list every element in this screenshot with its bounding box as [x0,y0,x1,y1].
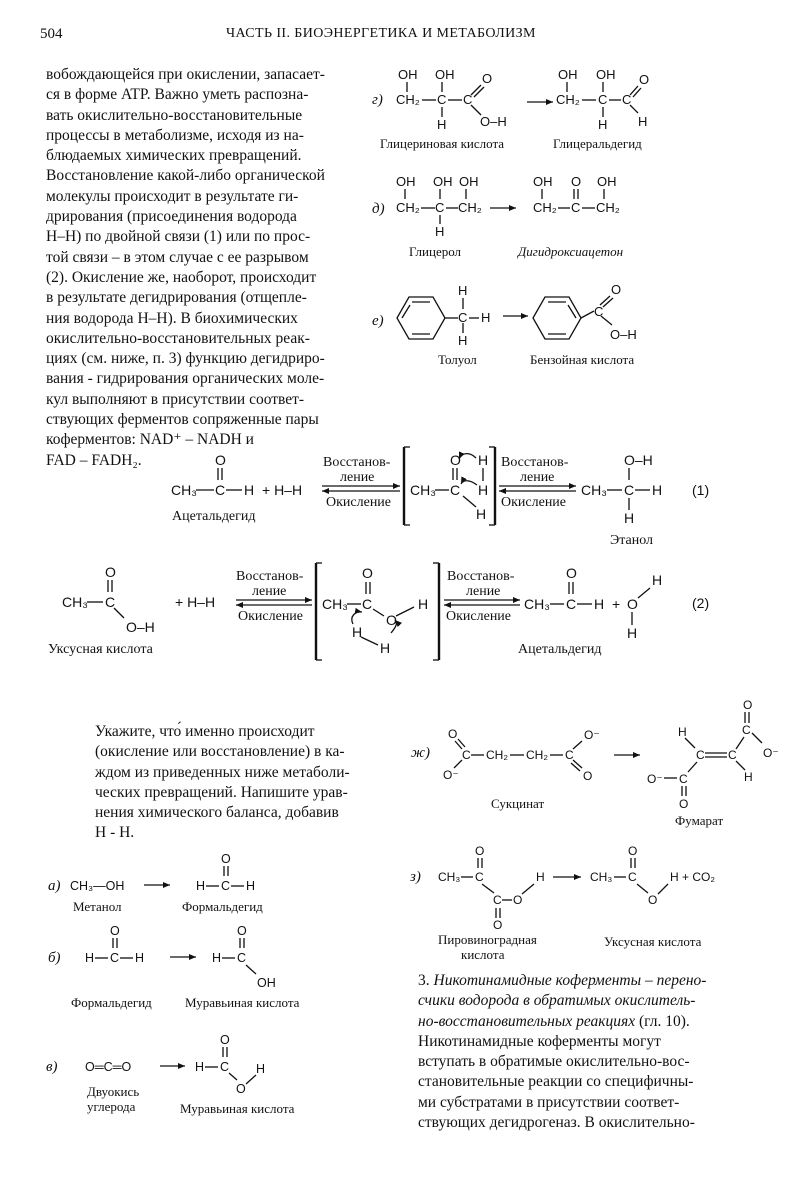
atom: CH₃ [524,596,550,612]
text-line: дрирования (присоединения водорода [46,208,297,226]
compound-name: Муравьиная кислота [185,995,300,1010]
atom: C [598,92,608,107]
atom: O [493,918,503,932]
compound-name: Муравьиная кислота [180,1101,295,1116]
atom: O [386,612,397,628]
atom: C [105,594,116,610]
arrow-label-oxidation: Окисление [501,495,567,510]
atom: O [110,924,120,938]
atom: H [678,725,687,739]
atom: CH₃ [62,594,88,610]
atom: O [362,565,373,581]
compound-name: углерода [87,1099,136,1114]
atom: O [482,71,493,86]
benzene-ring [533,297,581,339]
reaction-a [48,852,263,914]
section-number: 3. [418,972,430,989]
atom: O═C═O [85,1060,132,1074]
text-line: блюдаемых химических превращений. [46,147,302,165]
atom: H [627,625,638,641]
text-line: вступать в обратимые окислительно-вос- [418,1053,690,1071]
atom: H [135,951,145,965]
atom: H [380,640,391,656]
compound-name: Пировиноградная [438,932,537,947]
atom: C [110,951,120,965]
text-line: (2). Окисление же, наоборот, происходит [46,268,317,286]
reaction-label-d: д) [372,201,385,217]
text-line: ствующих ферментов сопряженные пары [46,411,319,429]
electron-arrow [461,481,477,485]
text-line: ния водорода Н–Н). В биохимических [46,309,298,327]
atom: H [437,117,447,132]
reaction-label-z: з) [410,869,421,885]
atom: C [624,482,635,498]
atom: C [566,596,577,612]
atom: C [622,92,632,107]
compound-name: Сукцинат [491,796,545,811]
text-line: окислительно-восстановительных реак- [46,329,310,347]
atom: C [594,304,604,319]
arrow-label-reduction: Восстанов- [236,569,304,584]
equation-number: (1) [692,482,710,498]
atom: O⁻ [584,728,600,742]
arrow-label-reduction: ление [466,584,501,599]
chapter-reference: (гл. 10). [635,1012,690,1030]
atom: O [743,698,753,712]
atom: O⁻ [763,746,779,760]
arrow-label-reduction: ление [252,584,287,599]
text-line: FAD – FADH₂. [46,451,142,469]
atom: CH₃ [581,482,607,498]
text-line: коферментов: NAD⁺ – NADH и [46,431,254,449]
benzene-ring [397,297,445,339]
atom: H [476,506,487,522]
compound-name: Формальдегид [71,995,152,1010]
atom: O [627,596,638,612]
atom: C [463,92,473,107]
text-line: Восстановление какой-либо органической [46,167,325,185]
atom: O [105,564,116,580]
compound-name: Уксусная кислота [48,642,153,657]
reaction-z [409,844,715,962]
text-line: циях (см. ниже, п. 3) функцию дегидриро- [46,350,325,368]
atom: OH [433,174,453,189]
atom: O [236,1082,246,1096]
reaction-2 [48,563,709,660]
atom: CH₃ [590,870,613,884]
text-line: Н–Н) по двойной связи (1) или по прос- [46,228,311,246]
atom: H [744,770,753,784]
text-line: той связи – в этом случае с ее разрывом [46,248,309,266]
reaction-d [372,174,623,259]
atom: C [728,748,737,762]
text-line: ческих превращений. Напишите урав- [95,783,348,801]
atom: OH [257,976,276,990]
atom: CH₃ [410,482,436,498]
atom: C [462,748,471,762]
atom: C [571,200,581,215]
atom: OH [597,174,617,189]
text-line: ждом из приведенных ниже метаболи- [95,763,350,781]
atom: H [638,114,648,129]
atom: O [571,174,582,189]
atom: H [85,951,95,965]
atom: + H–H [175,594,216,610]
text-line: ми субстратами в присутствии соответ- [418,1093,680,1111]
atom: CH₂ [396,200,420,215]
reaction-e [372,282,637,367]
text-line: вать окислительно-восстановительные [46,106,303,124]
atom: O [679,797,689,811]
arrow-label-oxidation: Окисление [446,609,512,624]
atom: C [450,482,461,498]
compound-name: Ацетальдегид [172,509,256,524]
atom: H [435,224,445,239]
text-line: становительные реакции со специфичны- [418,1073,694,1091]
text-line: молекулы происходит в результате ги- [46,187,299,205]
atom: O [215,452,226,468]
reaction-label-a: а) [48,878,61,894]
text-line: Н - Н. [95,824,135,842]
text-line: вобождающейся при окислении, запасает- [46,66,325,83]
atom: H [478,452,489,468]
atom: CH₂ [458,200,482,215]
atom: O–H [624,452,653,468]
compound-name: Метанол [73,899,122,914]
atom: + [612,596,621,612]
atom: CH₂ [596,200,620,215]
reaction-b [48,924,300,1010]
text-line: ствующих дегидрогеназ. В окислительно- [418,1114,695,1132]
atom: C [435,200,445,215]
atom: H + CO₂ [670,870,715,884]
atom: CH₂ [533,200,557,215]
atom: OH [558,67,578,82]
atom: H [481,310,491,325]
arrow-label-reduction: Восстанов- [501,455,569,470]
reaction-label-v: в) [46,1059,58,1075]
atom: OH [396,174,416,189]
atom: O [448,727,458,741]
reaction-1 [171,447,709,548]
text-line: кул выполняют в присутствии соответ- [46,390,305,408]
text-line: процессы в метаболизме, исходя из на- [46,126,304,144]
atom: CH₃ [171,482,197,498]
atom: C [458,310,468,325]
atom: O [221,852,231,866]
text-line: Укажите, что́ именно происходит [95,723,315,740]
text-line: Никотинамидные коферменты могут [418,1032,661,1050]
reaction-label-b: б) [48,950,61,966]
reaction-zh [411,698,779,828]
atom: O [566,565,577,581]
running-head: ЧАСТЬ II. БИОЭНЕРГЕТИКА И МЕТАБОЛИЗМ [226,26,536,41]
atom: O [237,924,247,938]
atom: + H–H [262,482,303,498]
arrow-label-reduction: ление [520,470,555,485]
atom: O [639,72,650,87]
atom: CH₃—OH [70,879,125,893]
reaction-label-e: е) [372,313,384,329]
atom: H [244,482,255,498]
text-line: нения химического баланса, добавив [95,804,339,822]
arrow-label-oxidation: Окисление [238,609,304,624]
atom: O [513,893,523,907]
atom: H [652,482,663,498]
atom: H [594,596,605,612]
compound-name: Этанол [610,533,654,548]
atom: H [652,572,663,588]
electron-arrow [352,612,362,624]
atom: C [221,879,231,893]
atom: O⁻ [647,772,663,786]
atom: O–H [610,327,637,342]
atom: H [418,596,429,612]
atom: H [478,482,489,498]
equation-number: (2) [692,595,710,611]
atom: C [742,723,751,737]
text-line: вания - гидрирования органических моле- [46,370,325,388]
compound-name: Уксусная кислота [604,934,702,949]
atom: H [536,870,545,884]
atom: H [212,951,222,965]
atom: H [458,333,468,348]
atom: C [362,596,373,612]
compound-name: Бензойная кислота [530,352,635,367]
atom: C [220,1060,230,1074]
atom: CH₂ [556,92,580,107]
compound-name: кислота [461,947,505,962]
atom: H [195,1060,205,1074]
atom: H [246,879,256,893]
compound-name: Двуокись [87,1084,140,1099]
atom: O [611,282,622,297]
atom: OH [398,67,418,82]
atom: H [196,879,206,893]
atom: O [583,769,593,783]
atom: CH₂ [486,748,508,762]
atom: CH₃ [438,870,461,884]
section-title-line: но-восстановительных реакциях (гл. 10). [418,1012,690,1030]
compound-name: Дигидроксиацетон [518,244,624,259]
atom: C [696,748,705,762]
compound-name: Формальдегид [182,899,263,914]
compound-name: Глицериновая кислота [380,136,505,151]
text-line: ся в форме ATP. Важно уметь распозна- [46,86,309,104]
atom: C [679,772,688,786]
atom: H [458,283,468,298]
atom: H [598,117,608,132]
arrow-label-reduction: ление [340,470,375,485]
reaction-label-zh: ж) [411,745,430,761]
section-title: Никотинамидные коферменты – перено- [433,972,707,989]
atom: O–H [480,114,507,129]
text-line: в результате дегидрирования (отщепле- [46,289,307,307]
atom: O [220,1033,230,1047]
compound-name: Ацетальдегид [518,642,602,657]
atom: OH [435,67,455,82]
atom: O [475,844,485,858]
atom: C [493,893,502,907]
atom: CH₂ [526,748,548,762]
reaction-v [46,1033,295,1116]
atom: OH [459,174,479,189]
compound-name: Фумарат [675,813,724,828]
compound-name: Толуол [438,352,477,367]
atom: O [648,893,658,907]
text-line: (окисление или восстановление) в ка- [95,743,345,761]
atom: O⁻ [443,768,459,782]
atom: H [352,624,363,640]
atom: H [624,510,635,526]
atom: C [237,951,247,965]
compound-name: Глицеральдегид [553,136,642,151]
atom: OH [596,67,616,82]
section-title-line: счики водорода в обратимых окислитель- [418,992,696,1010]
atom: C [437,92,447,107]
atom: CH₃ [322,596,348,612]
arrow-label-reduction: Восстанов- [323,455,391,470]
atom: OH [533,174,553,189]
atom: C [628,870,637,884]
arrow-label-oxidation: Окисление [326,495,392,510]
atom: C [475,870,484,884]
reaction-label-g: г) [372,92,383,108]
reaction-g [372,67,649,151]
atom: O–H [126,619,155,635]
atom: O [628,844,638,858]
compound-name: Глицерол [409,244,462,259]
page-number: 504 [40,26,63,42]
atom: C [565,748,574,762]
atom: O [450,452,461,468]
atom: C [215,482,226,498]
atom: H [256,1062,266,1076]
atom: CH₂ [396,92,420,107]
arrow-label-reduction: Восстанов- [447,569,515,584]
electron-arrow [459,454,476,459]
